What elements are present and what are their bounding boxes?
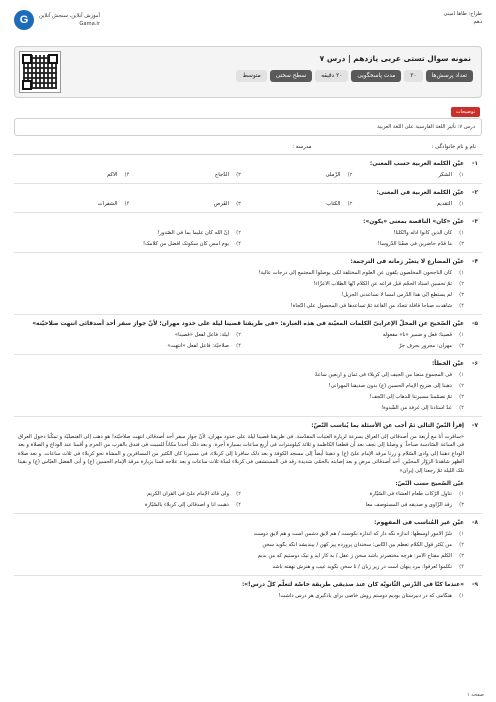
brand-text <box>39 12 100 28</box>
question-text: إقرأ النّصّ التالی ثمّ أجب عن الأسئلة بما یُناسب النّصّ: <box>311 423 464 429</box>
question-7-options <box>18 487 478 509</box>
question-2 <box>14 184 482 213</box>
question-text: عیّن الکلمة العربیة فی المعنی: <box>376 190 464 196</box>
brand-site[interactable]: Gama.ir <box>79 21 100 27</box>
question-number: ۷- <box>472 423 478 429</box>
brand-name: آموزش آنلاین، سنجش آنلاین <box>39 13 100 19</box>
question-6 <box>14 355 482 417</box>
option-1[interactable]: ۱) الشکر <box>438 172 464 178</box>
question-number: ۲- <box>472 190 478 196</box>
exam-info-row <box>236 70 473 82</box>
question-2-head <box>18 189 478 197</box>
chip-question-count-value: ۲۰ <box>404 70 422 82</box>
designer-info <box>443 10 482 26</box>
question-1 <box>14 155 482 184</box>
question-8 <box>14 514 482 576</box>
option-3[interactable]: ۳) ثمّ تصمّمنا مسیرتنا للّذهاب إلی النّجف! <box>369 394 464 400</box>
question-6-head <box>18 360 478 368</box>
student-info-row <box>14 136 482 155</box>
question-number: ۶- <box>472 361 478 367</box>
question-9-head <box>18 581 478 589</box>
question-4 <box>14 253 482 315</box>
question-3-head <box>18 218 478 226</box>
question-number: ۸- <box>472 520 478 527</box>
option-4[interactable]: ۴) شاهدت صباحاً قافلة تتعدّد من القاعة ثمّ تساعدها فی المحصول علی النّجاة! <box>290 303 464 309</box>
option-2[interactable]: ۲) ولّی قائد الإمام علیّ فی القرآن الکریم <box>147 491 241 498</box>
option-2[interactable]: ۲) لیلة: فاعل لفعل «قصینا» <box>174 332 241 338</box>
student-name-label: نام و نام خانوادگی : <box>431 144 476 150</box>
option-4[interactable]: ۴) تکلّموا تُعرفوا: مرد پنهان است در زیر زبان / تا سخن نگوید عیب و هنرش نهفته باشد <box>272 564 464 571</box>
question-text: عیّن غیر المُناسب فی المفهوم: <box>374 520 464 527</box>
chip-duration-value: ۲۰ دقیقه <box>315 70 348 82</box>
option-1[interactable]: ۱) تناول الرّکّاب طعام العشاء فی السّیّارة <box>369 491 464 498</box>
note-box: درس ۷: تأثیر اللغة الفارسیة علی اللغة العربیة <box>14 118 482 136</box>
question-8-options <box>18 527 478 571</box>
question-8-head <box>18 519 478 527</box>
option-4[interactable]: ۴) صلاحیّة: فاعل لفعل «انتهت» <box>167 343 241 349</box>
option-1[interactable]: ۱) هنگامی که در دبیرستان بودیم دوستم روش خاصی برای یادگیری هر درس داشت! <box>278 593 464 600</box>
option-1[interactable]: ۱) شَرّ الأمور أوسطها: اندازه نگه دار که اندازه نکوست / هم لایق دشمن است و هم لایق دوست <box>253 531 464 538</box>
question-3-options <box>18 226 478 248</box>
question-1-head <box>18 160 478 168</box>
question-1-options <box>18 168 478 179</box>
question-4-options <box>18 266 478 310</box>
option-3[interactable]: ۳) لم یستطع أیّی هذا الدّرس أمساً لا تساعدنی الجزیل! <box>341 292 464 298</box>
option-3[interactable]: ۳) الکلم مفتاح الأمر: هرچه مختصرتر باشد سخن ز عقل / به کار آید و نیک دوستیم که من بدیم <box>257 553 464 560</box>
question-4-head <box>18 258 478 266</box>
exam-title: نمونه سوال تستی عربی یازدهم | درس ۷ <box>319 54 471 63</box>
page-header <box>14 10 482 44</box>
option-1[interactable]: ۱) قصینا: فعل و ضمیر «نا» مفعوله <box>382 332 464 338</box>
option-4[interactable]: ۴) ذهبت أنا و أصدقائی إلی کربلاء بالسّیّارة <box>144 502 241 509</box>
option-2[interactable]: ۲) ثمّ تحسین أستاذ الحجّم قبل فراغه عن الکلام أیّها الطّلّاب الأعزّاء! <box>313 281 464 287</box>
question-5-options <box>18 328 478 350</box>
reading-passage: «سافرت أنا مع أربعة من أصدقائی إلی العراق بسرعة لزیارة العتبات المقدّسة. فی طریقنا قصینا لیلة علی حدود مهران، لأنّ جواز سفر أحد أصدقائی انتهت صلاحیّته! هو ذهب إلی القنصلیّة و تمکّنا دخول العراق فی الساعة السّادسة صباحاً. و وصلنا إلی نجف بعد أن قطعنا الکاظمة و ثلاثة کیلومترات فی أربع ساعات بسیارة أجرة. و بعد ذلک أخذنا مکاناً للمبیت فی فندق بالقرب من الحرم و أقمنا عند الوداع و الصلاة و بعد الوداع ذهبنا إلی وادی السّلام و زرنا مرقد الإمام علیّ (ع) و ذهبنا أیضاً إلی مسجد الکوفة و بعد ذلک سافرنا إلی کربلاء، فی مسیرنا کان الکثیر من المسافرین و المشاة نحو کربلاء فی ثلاث ساعات. و بعد صلاة الظهر شاهدنا الزوّار المحبّین. أحد أصدقائی مرض و بعد إصابته بالحمّی شدیدة رقد فی المستشفی فی کربلاء لمدّة ثلاث ساعات و بعد علاجه قمنا بزیارة مرقد الإمام الحسین (ع) و أبی الفضل العبّاس (ع) و بقینا تلک اللیلة ثمّ رجعنا إلی إیران» <box>18 434 464 474</box>
option-4[interactable]: ۴) یوم أُمس کان سکوتک أفضل من کلامک! <box>142 241 241 247</box>
option-1[interactable]: ۱) التقدیم <box>436 201 464 207</box>
question-6-options <box>18 368 478 412</box>
option-1[interactable]: ۱) فی المجموع منعنا من الجیف إلی کربلاء فی ثمان و أربعین ساعةً <box>314 372 464 378</box>
option-4[interactable]: ۴) عدّ أستاذنا إلی غرفة من الشّدوة! <box>381 405 464 411</box>
option-1[interactable]: ۱) کان الّذین کانوا أذلّه واتّکلنا! <box>393 230 464 236</box>
question-5 <box>14 315 482 355</box>
designer-name: طراح: طاها امینی <box>443 11 482 17</box>
school-label: مدرسه : <box>292 144 312 150</box>
question-number: ۴- <box>472 259 478 265</box>
exam-banner <box>14 46 482 98</box>
question-9-options <box>18 589 478 600</box>
question-number: ۱- <box>472 161 478 167</box>
option-4[interactable]: ۴) الشفرات <box>97 201 130 207</box>
option-3[interactable]: ۳) الفُرص <box>213 201 241 207</box>
question-9 <box>14 576 482 604</box>
question-text: عیّن الصّحیح عن المحلّ الإعرابیّ الکلمات المعیّنة فی هذه العبارة: «فی طریقنا قصینا لیلة علی حدود مهران؛ لأنّ جواز سفر أحد أصدقائی انتهت صلاحیّته» <box>32 321 464 327</box>
option-2[interactable]: ۲) من یُکثر قول الکلام تعظم بین النّاس: سخندان پرورده پیر کهن / بیندیشد آنگه بگوید سخن <box>262 542 464 549</box>
question-text: عیّن المضارع لا یتغیّر زمانه فی الترجمة: <box>350 259 464 265</box>
question-7-subhead: عیّن الصّحیح حسب النّصّ: <box>395 481 464 488</box>
question-7 <box>14 417 482 514</box>
option-3[interactable]: ۳) الدّجاج <box>214 172 241 178</box>
brand <box>14 10 100 30</box>
note-tag: توضیحات <box>451 107 480 117</box>
option-2[interactable]: ۲) ذهبنا إلی ضریح الإمام الحسین (ع) بدون صدیقنا المهرانی! <box>328 383 464 389</box>
option-3[interactable]: ۳) مهران: مجرور بحرف جرّ <box>398 343 464 349</box>
option-2[interactable]: ۲) إنّ الله کان علیماً بما فی الصّدور! <box>157 230 241 236</box>
option-1[interactable]: ۱) کان الناجحون المخلصون یتّقون عن العلوم المختلفة لکی یوصلوا المجتمع إلی درجات عالیة! <box>258 270 464 276</box>
brand-logo-icon: G <box>14 10 34 30</box>
questions-list <box>14 155 482 417</box>
chip-duration-label: مدت پاسخگویی <box>351 70 401 82</box>
question-text: عیّن الخطأ: <box>431 361 464 367</box>
page-number: صفحه ۱ <box>467 692 484 698</box>
question-number: ۳- <box>472 219 478 225</box>
option-2[interactable]: ۲) الکتاب <box>326 201 353 207</box>
option-4[interactable]: ۴) الأکم <box>106 172 130 178</box>
chip-difficulty-label: سطح سختی <box>270 70 312 82</box>
question-number: ۹- <box>472 582 478 589</box>
option-2[interactable]: ۲) الزّملی <box>325 172 353 178</box>
option-3[interactable]: ۳) ما قدّم حاضرین فی صفّنا الدّروسا! <box>377 241 464 247</box>
chip-question-count-label: تعداد پرسش‌ها <box>426 70 473 82</box>
question-5-head <box>18 320 478 328</box>
option-3[interactable]: ۳) رقد الزّاوی و صدیقه فی المستوصف معاً <box>365 502 464 509</box>
question-text: عیّن «کان» الناقصة بمعنی «یکون»: <box>363 219 464 225</box>
question-number: ۵- <box>472 321 478 327</box>
chip-difficulty-value: متوسط <box>236 70 266 82</box>
grade-label: دهم <box>473 19 482 25</box>
question-2-options <box>18 197 478 208</box>
question-7-head <box>18 422 478 430</box>
question-text: «عندما کنّا فی الدّرس الثّانویّة کان عند صدیقی طریقة خاصّة لتعلّم کلّ درس!»: <box>241 582 464 589</box>
question-3 <box>14 213 482 253</box>
question-text: عیّن الکلمة العربیة حسب المعنی: <box>369 161 464 167</box>
qr-code-icon[interactable] <box>19 51 61 93</box>
